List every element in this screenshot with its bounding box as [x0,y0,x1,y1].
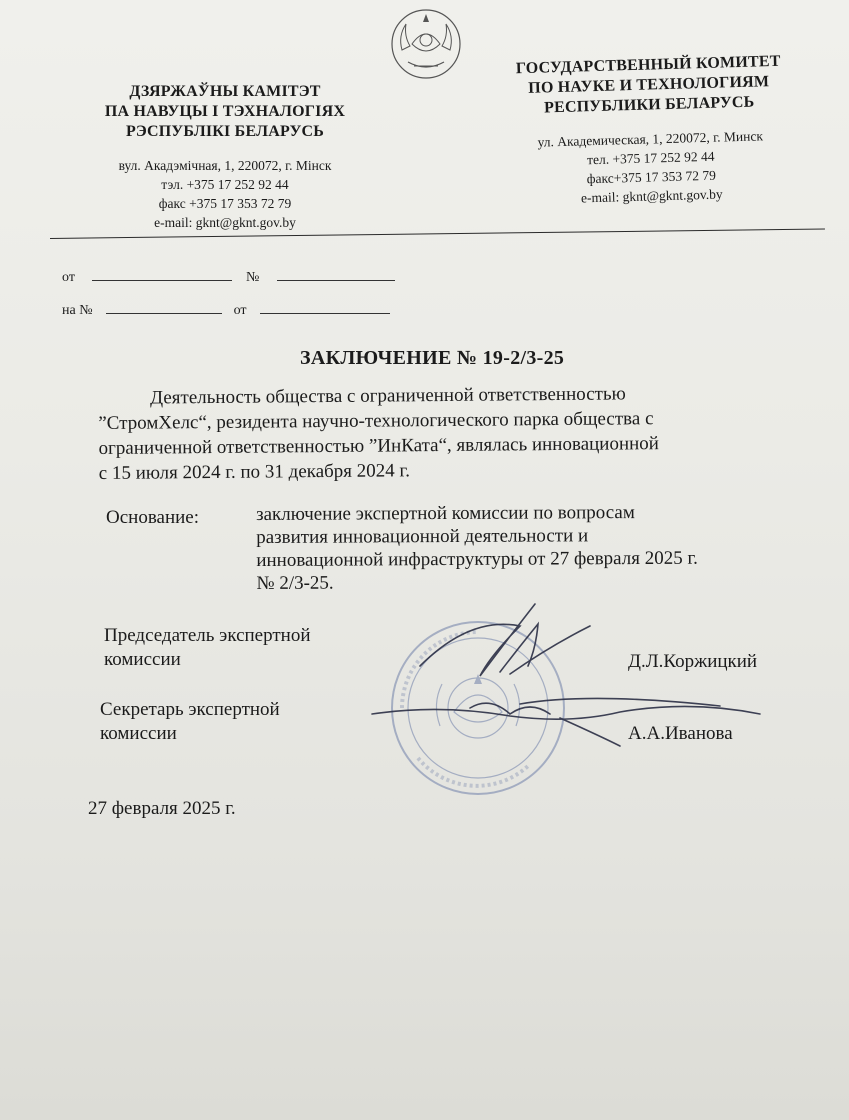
address-text: вул. Акадэмічная, 1, 220072, г. Мінск [118,158,332,173]
org-name-line: ПА НАВУЦЫ І ТЭХНАЛОГІЯХ [104,103,346,120]
secretary-role [100,698,280,746]
basis-label: Основание: [106,507,200,528]
reference-row [62,301,390,320]
secretary-name: А.А.Иванова [628,723,733,744]
body-line: ограниченной ответственностью ”ИнКата“, являлась инновационной [98,433,660,459]
letterhead-right [488,51,812,210]
org-name-line: ДЗЯРЖАЎНЫ КАМІТЭТ [129,83,321,100]
address-text: ул. Академическая, 1, 220072, г. Минск [537,128,764,150]
state-emblem-icon [388,6,464,82]
basis-line: инновационной инфраструктуры от 27 февраля 2025 г. [256,547,698,571]
letterhead-left [60,82,390,232]
email-text: e-mail: gknt@gknt.gov.by [580,186,723,206]
phone-text: тэл. +375 17 252 92 44 [161,177,289,192]
document-title: ЗАКЛЮЧЕНИЕ № 19-2/3-25 [300,347,565,369]
chair-role-line: Председатель экспертной [104,625,311,646]
org-name-line: РЭСПУБЛІКІ БЕЛАРУСЬ [125,123,325,140]
ref-number-blank [106,301,222,314]
chair-name: Д.Л.Коржицкий [628,651,758,672]
body-line: с 15 июля 2024 г. по 31 декабря 2024 г. [98,460,410,484]
basis-line: заключение экспертной комиссии по вопросам [256,502,635,525]
fax-text: факс+375 17 353 72 79 [586,167,717,187]
body-line: Деятельность общества с ограниченной ответственностью [150,383,626,409]
number-blank [277,268,395,281]
ref-number-label: на № [62,303,93,318]
registration-row [62,268,395,287]
org-name-line: ПО НАУКЕ И ТЕХНОЛОГИЯМ [528,73,770,97]
org-name-line: ГОСУДАРСТВЕННЫЙ КОМИТЕТ [515,52,781,78]
secretary-role-line: Секретарь экспертной [100,699,280,720]
basis-line: развития инновационной деятельности и [256,525,589,548]
chair-role [104,624,311,672]
document-date: 27 февраля 2025 г. [88,798,236,819]
number-label: № [245,270,260,285]
fax-text: факс +375 17 353 72 79 [158,196,292,211]
email-text: e-mail: gknt@gknt.gov.by [154,215,296,230]
body-line: ”СтромХелс“, резидента научно-технологического парка общества с [98,408,654,434]
contact-block [490,125,812,210]
ref-date-blank [260,301,390,314]
ref-from-label: от [233,303,247,318]
phone-text: тел. +375 17 252 92 44 [586,148,715,168]
chair-role-line: комиссии [104,649,181,670]
basis-text [256,500,792,595]
body-paragraph [98,380,799,486]
org-name-line: РЕСПУБЛИКИ БЕЛАРУСЬ [543,93,755,117]
contact-block [60,156,390,232]
from-label: от [62,270,75,285]
date-blank [92,268,232,281]
basis-line: № 2/3-25. [256,572,334,594]
secretary-role-line: комиссии [100,723,177,744]
